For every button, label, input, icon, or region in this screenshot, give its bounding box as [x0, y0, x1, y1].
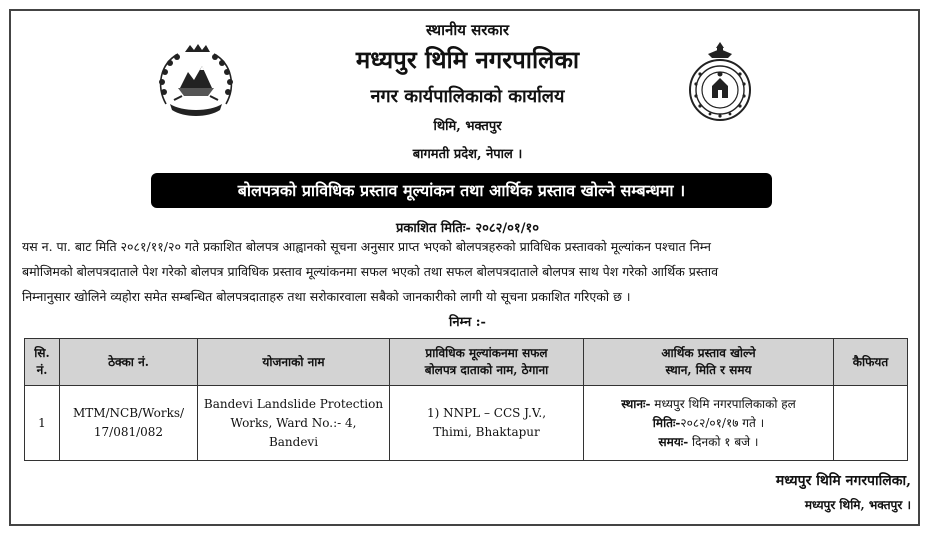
notice-body-line-3: निम्नानुसार खोलिने व्यहोरा समेत सम्बन्धित बोलपत्रदाताहरु तथा सरोकारवाला सबैको जानकारीको लागी यो सूचना प्रकाशित गरिएको छ । [22, 289, 631, 304]
opening-date-label: मितिः- [652, 415, 681, 430]
opening-time-value: दिनको १ बजे । [688, 434, 759, 449]
header-municipality-name: मध्यपुर थिमि नगरपालिका [355, 45, 580, 74]
published-date: प्रकाशित मितिः- २०८२/०१/१० [396, 221, 539, 236]
header-successful-bidder: प्राविधिक मूल्यांकनमा सफल बोलपत्र दाताको नाम, ठेगाना [390, 339, 584, 386]
opening-time-label: समयः- [658, 434, 689, 449]
cell-successful-bidder: 1) NNPL – CCS J.V., Thimi, Bhaktapur [390, 386, 584, 461]
header-place: थिमि, भक्तपुर [433, 119, 502, 134]
header-opening-details: आर्थिक प्रस्ताव खोल्ने स्थान, मिति र समय [584, 339, 834, 386]
cell-project-name: Bandevi Landslide Protection Works, Ward No.:- 4, Bandevi [198, 386, 390, 461]
table-header-row [25, 339, 908, 386]
header-local-government: स्थानीय सरकार [426, 21, 509, 39]
opening-place-label: स्थानः- [621, 396, 651, 411]
header-serial-number: सि. नं. [25, 339, 60, 386]
cell-contract-number: MTM/NCB/Works/ 17/081/082 [60, 386, 198, 461]
bid-table [24, 338, 908, 461]
header-contract-number: ठेक्का नं. [60, 339, 198, 386]
notice-body-line-1: यस न. पा. बाट मिति २०८१/११/२० गते प्रकाशित बोलपत्र आह्वानको सूचना अनुसार प्राप्त भएको बोलपत्रहरुको प्राविधिक प्रस्तावको मूल्यांकन पश्चात निम्न [22, 239, 711, 254]
header-province: बागमती प्रदेश, नेपाल । [412, 147, 523, 162]
cell-serial-number: 1 [25, 386, 60, 461]
header-office-name: नगर कार्यपालिकाको कार्यालय [370, 86, 565, 107]
signature-address: मध्यपुर थिमि, भक्तपुर । [804, 498, 911, 512]
cell-remarks [834, 386, 908, 461]
below-label: निम्न :- [449, 315, 486, 330]
header-project-name: योजनाको नाम [198, 339, 390, 386]
opening-date-value: २०८२/०१/१७ गते । [680, 415, 765, 430]
header-remarks: कैफियत [834, 339, 908, 386]
table-row [25, 386, 908, 461]
signature-municipality: मध्यपुर थिमि नगरपालिका, [775, 473, 911, 489]
opening-place-value: मध्यपुर थिमि नगरपालिकाको हल [650, 396, 796, 411]
notice-title-banner: बोलपत्रको प्राविधिक प्रस्ताव मूल्यांकन तथा आर्थिक प्रस्ताव खोल्ने सम्बन्धमा । [151, 173, 772, 208]
notice-body-line-2: बमोजिमको बोलपत्रदाताले पेश गरेको बोलपत्र प्राविधिक प्रस्ताव मूल्यांकनमा सफल भएको तथा सफल बोलपत्रदाताले बोलपत्र साथ पेश गरेको आर्थिक प्रस्ताव [22, 264, 719, 279]
cell-opening-details [584, 386, 834, 461]
